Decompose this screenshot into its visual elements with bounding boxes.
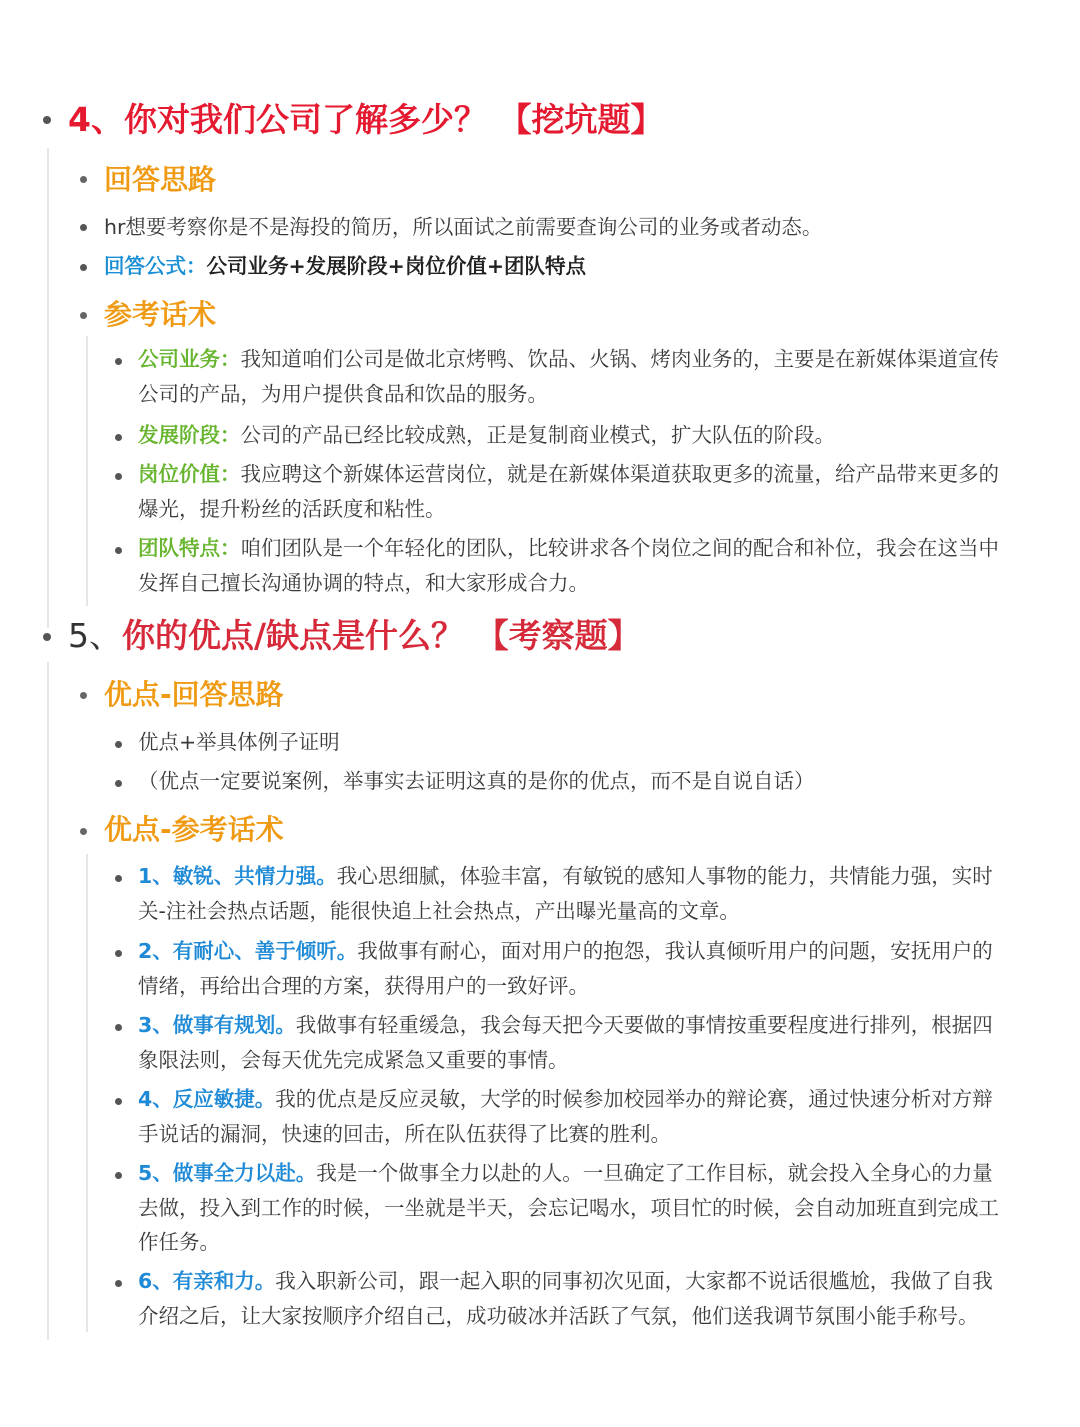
bullet-icon <box>80 176 87 183</box>
script-item[interactable] <box>138 1156 993 1190</box>
script-item-label: 4、反应敏捷。 <box>138 1087 276 1111</box>
script-item-continuation: 手说话的漏洞，快速的回击，所在队伍获得了比赛的胜利。 <box>138 1122 671 1146</box>
outline-guide-line <box>86 854 88 1332</box>
script-item-text: 我知道咱们公司是做北京烤鸭、饮品、火锅、烤肉业务的，主要是在新媒体渠道宣传 <box>240 347 999 371</box>
script-item-continuation: 作任务。 <box>138 1230 220 1254</box>
script-item-text: 我做事有耐心，面对用户的抱怨，我认真倾听用户的问题，安抚用户的 <box>357 939 993 963</box>
formula-label: 回答公式： <box>104 254 207 278</box>
question-4-heading[interactable] <box>68 100 663 140</box>
script-item-label: 发展阶段： <box>138 423 241 447</box>
script-item-label: 团队特点： <box>138 536 241 560</box>
script-item[interactable] <box>138 531 999 565</box>
question-title: 你的优点/缺点是什么？ <box>122 616 465 655</box>
approach-heading[interactable]: 回答思路 <box>104 163 217 196</box>
bullet-icon <box>43 633 51 641</box>
outline-guide-line <box>86 336 88 606</box>
question-number: 5、 <box>68 616 122 655</box>
script-item-label: 3、做事有规划。 <box>138 1013 296 1037</box>
bullet-icon <box>80 264 87 271</box>
question-title: 你对我们公司了解多少？ <box>123 100 487 139</box>
bullet-icon <box>115 741 122 748</box>
script-item-label: 5、做事全力以赴。 <box>138 1161 317 1185</box>
script-item[interactable] <box>138 457 999 491</box>
bullet-icon <box>115 950 122 957</box>
script-item-continuation: 爆光，提升粉丝的活跃度和粘性。 <box>138 497 446 521</box>
script-item-continuation: 情绪，再给出合理的方案，获得用户的一致好评。 <box>138 974 589 998</box>
script-item-text: 我做事有轻重缓急，我会每天把今天要做的事情按重要程度进行排列，根据四 <box>295 1013 993 1037</box>
script-item[interactable] <box>138 1264 993 1298</box>
script-item-continuation: 发挥自己擅长沟通协调的特点，和大家形成合力。 <box>138 571 589 595</box>
bullet-icon <box>115 1024 122 1031</box>
script-item[interactable] <box>138 1082 993 1116</box>
formula-line[interactable] <box>104 249 586 283</box>
script-item[interactable] <box>138 859 993 893</box>
script-item-continuation: 介绍之后，让大家按顺序介绍自己，成功破冰并活跃了气氛，他们送我调节氛围小能手称号。 <box>138 1304 979 1328</box>
outline-guide-line <box>47 662 49 1340</box>
approach-item[interactable]: 优点+举具体例子证明 <box>138 730 340 754</box>
bullet-icon <box>115 875 122 882</box>
approach-text[interactable]: hr想要考察你是不是海投的简历，所以面试之前需要查询公司的业务或者动态。 <box>104 215 823 239</box>
bullet-icon <box>115 1172 122 1179</box>
script-item-continuation: 关-注社会热点话题，能很快追上社会热点，产出曝光量高的文章。 <box>138 899 740 923</box>
script-item-continuation: 公司的产品，为用户提供食品和饮品的服务。 <box>138 382 548 406</box>
script-item-text: 公司的产品已经比较成熟，正是复制商业模式，扩大队伍的阶段。 <box>240 423 835 447</box>
bullet-icon <box>80 828 87 835</box>
bullet-icon <box>115 1280 122 1287</box>
script-item-label: 6、有亲和力。 <box>138 1269 276 1293</box>
bullet-icon <box>80 692 87 699</box>
outline-guide-line <box>47 148 49 628</box>
question-tag: 【考察题】 <box>475 616 641 655</box>
script-item-label: 公司业务： <box>138 347 241 371</box>
bullet-icon <box>80 224 87 231</box>
bullet-icon <box>115 780 122 787</box>
question-5-heading[interactable] <box>68 616 641 656</box>
question-tag: 【挖坑题】 <box>498 100 664 139</box>
question-number: 4、 <box>68 100 124 139</box>
bullet-icon <box>80 312 87 319</box>
bullet-icon <box>115 1098 122 1105</box>
script-item-continuation: 去做，投入到工作的时候，一坐就是半天，会忘记喝水，项目忙的时候，会自动加班直到完成工 <box>138 1196 999 1220</box>
script-item-text: 我的优点是反应灵敏，大学的时候参加校园举办的辩论赛，通过快速分析对方辩 <box>275 1087 993 1111</box>
script-item-text: 我应聘这个新媒体运营岗位，就是在新媒体渠道获取更多的流量，给产品带来更多的 <box>240 462 999 486</box>
approach-item[interactable]: （优点一定要说案例，举事实去证明这真的是你的优点，而不是自说自话） <box>138 769 815 793</box>
formula-text: 公司业务+发展阶段+岗位价值+团队特点 <box>206 254 587 278</box>
script-item[interactable] <box>138 1008 993 1042</box>
script-item[interactable] <box>138 342 999 376</box>
script-item-continuation: 象限法则，会每天优先完成紧急又重要的事情。 <box>138 1048 569 1072</box>
bullet-icon <box>115 547 122 554</box>
script-item-label: 1、敏锐、共情力强。 <box>138 864 337 888</box>
script-heading[interactable]: 优点-参考话术 <box>104 813 284 846</box>
script-item-label: 2、有耐心、善于倾听。 <box>138 939 358 963</box>
bullet-icon <box>115 473 122 480</box>
bullet-icon <box>115 358 122 365</box>
script-item-text: 我是一个做事全力以赴的人。一旦确定了工作目标，就会投入全身心的力量 <box>316 1161 993 1185</box>
bullet-icon <box>115 434 122 441</box>
approach-heading[interactable]: 优点-回答思路 <box>104 678 284 711</box>
script-item[interactable] <box>138 934 993 968</box>
script-item-text: 我心思细腻，体验丰富，有敏锐的感知人事物的能力，共情能力强，实时 <box>336 864 993 888</box>
script-item-text: 我入职新公司，跟一起入职的同事初次见面，大家都不说话很尴尬，我做了自我 <box>275 1269 993 1293</box>
script-item[interactable] <box>138 418 835 452</box>
script-item-label: 岗位价值： <box>138 462 241 486</box>
bullet-icon <box>43 116 51 124</box>
script-item-text: 咱们团队是一个年轻化的团队，比较讲求各个岗位之间的配合和补位，我会在这当中 <box>240 536 999 560</box>
script-heading[interactable]: 参考话术 <box>104 298 217 331</box>
